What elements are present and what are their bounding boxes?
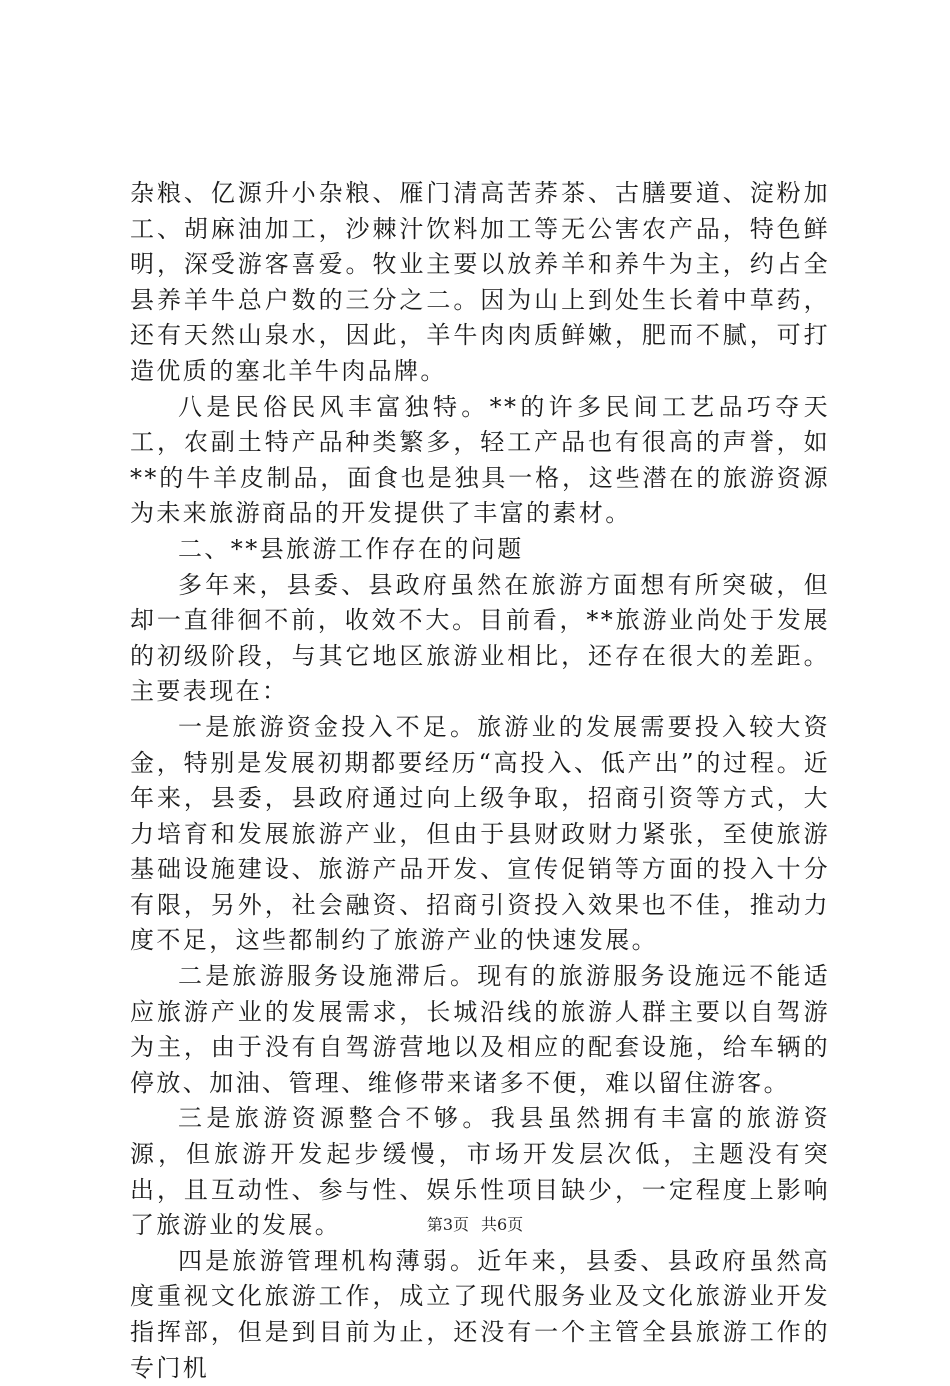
document-body [130, 176, 830, 1386]
page-total: 共6页 [481, 1215, 524, 1234]
page-footer [0, 1215, 950, 1235]
paragraph-management: 四是旅游管理机构薄弱。近年来，县委、县政府虽然高度重视文化旅游工作，成立了现代服务业及文化旅游业开发指挥部，但是到目前为止，还没有一个主管全县旅游工作的专门机 [130, 1246, 830, 1382]
paragraph-folk-customs: 八是民俗民风丰富独特。**的许多民间工艺品巧夺天工，农副土特产品种类繁多，轻工产品也有很高的声誉，如**的牛羊皮制品，面食也是独具一格，这些潜在的旅游资源为未来旅游商品的开发提供了丰富的素材。 [130, 392, 830, 528]
section-heading-problems: 二、**县旅游工作存在的问题 [178, 534, 524, 563]
page-number: 第3页 [426, 1215, 469, 1234]
paragraph-service-facilities: 二是旅游服务设施滞后。现有的旅游服务设施远不能适应旅游产业的发展需求，长城沿线的旅游人群主要以自驾游为主，由于没有自驾游营地以及相应的配套设施，给车辆的停放、加油、管理、维修带来诸多不便，难以留住游客。 [130, 962, 830, 1097]
paragraph-continuation: 杂粮、亿源升小杂粮、雁门清高苦荞茶、古膳要道、淀粉加工、胡麻油加工，沙棘汁饮料加工等无公害农产品，特色鲜明，深受游客喜爱。牧业主要以放养羊和养牛为主，约占全县养羊牛总户数的三分之二。因为山上到处生长着中草药，还有天然山泉水，因此，羊牛肉肉质鲜嫩，肥而不腻，可打造优质的塞北羊牛肉品牌。 [130, 179, 830, 385]
paragraph-resource-integration: 三是旅游资源整合不够。我县虽然拥有丰富的旅游资源，但旅游开发起步缓慢，市场开发层次低，主题没有突出，且互动性、参与性、娱乐性项目缺少，一定程度上影响了旅游业的发展。 [130, 1104, 830, 1240]
paragraph-overview: 多年来，县委、县政府虽然在旅游方面想有所突破，但却一直徘徊不前，收效不大。目前看，**旅游业尚处于发展的初级阶段，与其它地区旅游业相比，还存在很大的差距。主要表现在： [130, 570, 830, 706]
paragraph-funding: 一是旅游资金投入不足。旅游业的发展需要投入较大资金，特别是发展初期都要经历“高投入、低产出”的过程。近年来，县委，县政府通过向上级争取，招商引资等方式，大力培育和发展旅游产业，但由于县财政财力紧张，至使旅游基础设施建设、旅游产品开发、宣传促销等方面的投入十分有限，另外，社会融资、招商引资投入效果也不佳，推动力度不足，这些都制约了旅游产业的快速发展。 [130, 712, 830, 955]
